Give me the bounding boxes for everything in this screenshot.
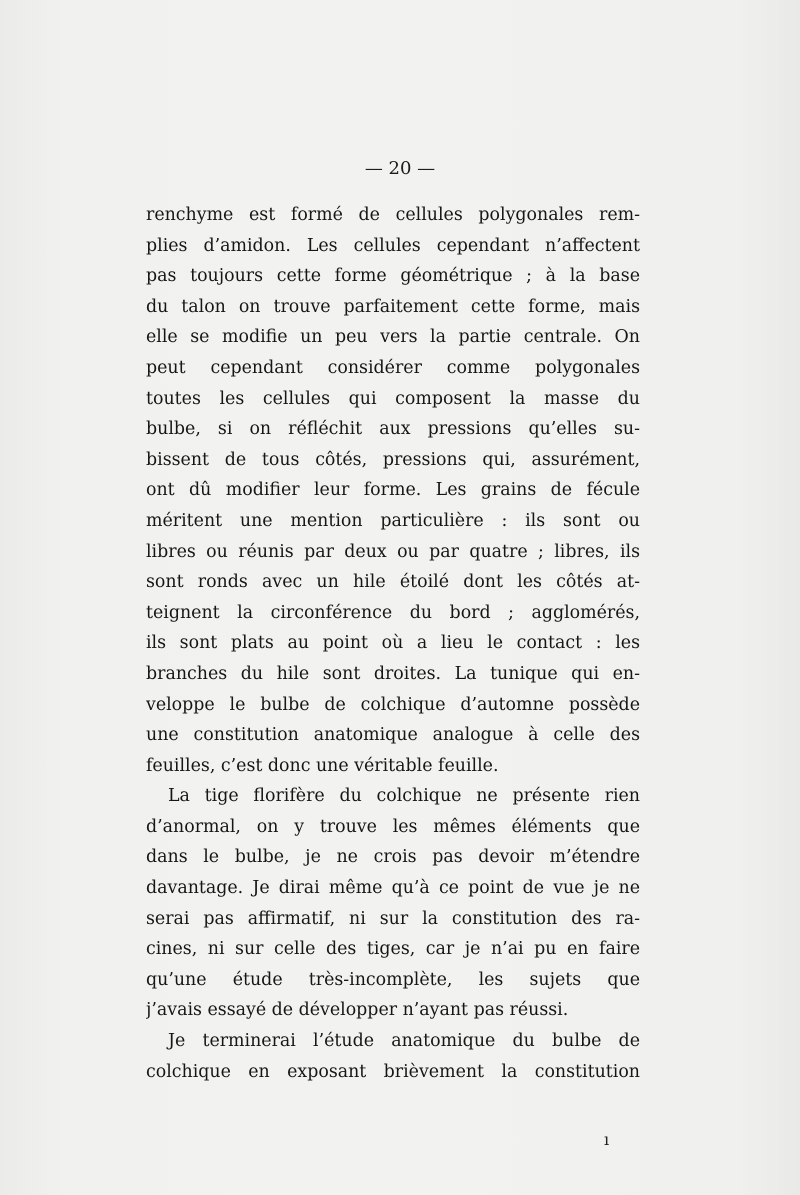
- page-number: — 20 —: [364, 158, 436, 179]
- text-line: du talon on trouve parfaitement cette forme, mais: [146, 296, 640, 317]
- text-line: veloppe le bulbe de colchique d’automne possède: [146, 694, 640, 715]
- text-line: libres ou réunis par deux ou par quatre ; libres, ils: [146, 541, 640, 562]
- text-line: davantage. Je dirai même qu’à ce point de vue je ne: [146, 878, 640, 899]
- text-line: colchique en exposant brièvement la constitution: [146, 1061, 640, 1082]
- text-line: cines, ni sur celle des tiges, car je n’ai pu en faire: [146, 939, 640, 960]
- body-text: [146, 200, 640, 1087]
- text-line: ont dû modifier leur forme. Les grains de fécule: [146, 480, 640, 501]
- text-line-paragraph-start: Je terminerai l’étude anatomique du bulbe de: [168, 1031, 640, 1052]
- text-line: d’anormal, on y trouve les mêmes éléments que: [146, 816, 640, 837]
- text-line: pas toujours cette forme géométrique ; à la base: [146, 266, 640, 287]
- text-line: bulbe, si on réfléchit aux pressions qu’elles su-: [146, 419, 640, 440]
- text-line: plies d’amidon. Les cellules cependant n’affectent: [146, 235, 640, 256]
- text-line: méritent une mention particulière : ils sont ou: [146, 510, 640, 531]
- text-line: sont ronds avec un hile étoilé dont les côtés at-: [146, 572, 640, 593]
- text-line-paragraph-start: La tige florifère du colchique ne présente rien: [168, 786, 640, 807]
- text-line: qu’une étude très-incomplète, les sujets que: [146, 969, 640, 990]
- text-line: renchyme est formé de cellules polygonales rem-: [146, 205, 640, 225]
- text-line: branches du hile sont droites. La tunique qui en-: [146, 663, 640, 684]
- text-line: peut cependant considérer comme polygonales: [146, 357, 640, 378]
- text-line: toutes les cellules qui composent la masse du: [146, 388, 640, 409]
- text-line: teignent la circonférence du bord ; agglomérés,: [146, 602, 640, 623]
- text-line: bissent de tous côtés, pressions qui, assurément,: [146, 449, 640, 470]
- text-line: une constitution anatomique analogue à celle des: [146, 725, 640, 746]
- text-line: elle se modifie un peu vers la partie centrale. On: [146, 327, 640, 348]
- text-line: ils sont plats au point où a lieu le contact : les: [146, 633, 640, 654]
- text-line: feuilles, c’est donc une véritable feuille.: [146, 755, 499, 776]
- text-line: j’avais essayé de développer n’ayant pas réussi.: [146, 1000, 569, 1021]
- text-line: serai pas affirmatif, ni sur la constitution des ra-: [146, 908, 640, 929]
- margin-mark: ı: [604, 1130, 610, 1149]
- text-line: dans le bulbe, je ne crois pas devoir m’étendre: [146, 847, 640, 868]
